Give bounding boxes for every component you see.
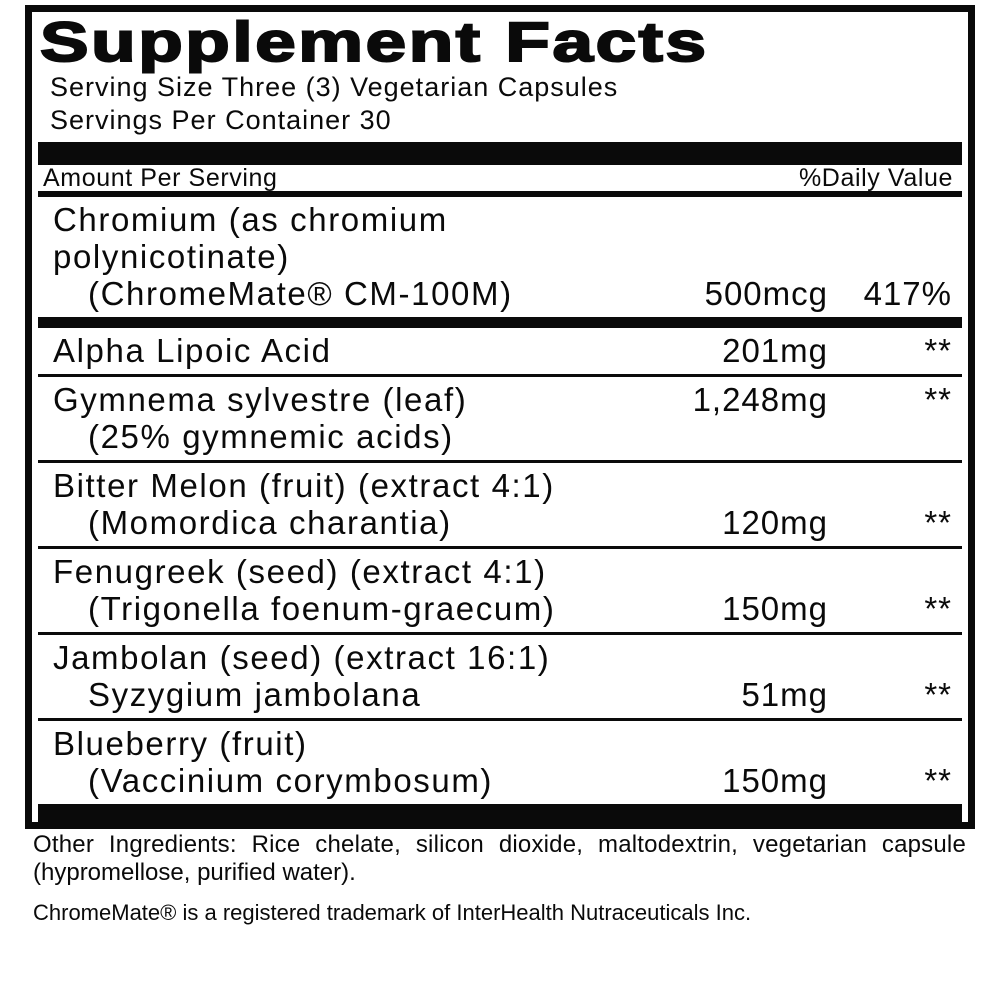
ingredient-amount: 120mg [722,504,828,541]
ingredient-amount: 51mg [741,676,828,713]
ingredient-daily-value: ** [924,332,952,369]
daily-value-header: %Daily Value [798,163,953,192]
ingredient-name: Alpha Lipoic Acid [53,332,332,369]
header-divider-bar [38,142,962,165]
ingredient-row-chromium [41,197,959,317]
ingredient-row-jambolan [41,635,959,718]
ingredient-daily-value: 417% [863,275,952,312]
ingredient-name: Jambolan (seed) (extract 16:1) Syzygium jambolana [53,639,551,713]
ingredient-name: Blueberry (fruit) (Vaccinium corymbosum) [53,725,493,799]
servings-per-container-line: Servings Per Container 30 [50,105,392,135]
footer-divider-bar [38,804,962,827]
other-ingredients-line1: Other Ingredients: Rice chelate, silicon dioxide, maltodextrin, vegetarian capsule [33,831,966,858]
trademark-note: ChromeMate® is a registered trademark of InterHealth Nutraceuticals Inc. [33,900,752,925]
ingredient-amount: 500mcg [704,275,828,312]
ingredient-daily-value: ** [924,381,952,418]
ingredient-amount: 1,248mg [692,381,828,418]
ingredient-row-bitter-melon [41,463,959,546]
daily-value-footnote [41,827,959,829]
supplement-facts-panel [25,5,975,829]
ingredient-daily-value: ** [924,762,952,799]
other-ingredients-line2: (hypromellose, purified water). [33,859,356,886]
ingredient-row-fenugreek [41,549,959,632]
ingredient-name: Gymnema sylvestre (leaf) (25% gymnemic acids) [53,381,468,455]
ingredient-amount: 150mg [722,590,828,627]
ingredient-daily-value: ** [924,590,952,627]
serving-size-line: Serving Size Three (3) Vegetarian Capsules [50,72,619,102]
ingredient-name: Chromium (as chromium polynicotinate) (ChromeMate® CM-100M) [53,201,513,312]
ingredient-row-gymnema [41,377,959,460]
column-header-row [41,165,959,191]
ingredient-row-blueberry [41,721,959,804]
amount-per-serving-header: Amount Per Serving [43,163,278,192]
section-divider-bar [38,317,962,328]
ingredient-name: Fenugreek (seed) (extract 4:1) (Trigonella foenum-graecum) [53,553,556,627]
ingredient-row-alpha-lipoic-acid [41,328,959,374]
ingredient-amount: 201mg [722,332,828,369]
ingredient-name: Bitter Melon (fruit) (extract 4:1) (Momordica charantia) [53,467,555,541]
ingredient-amount: 150mg [722,762,828,799]
ingredient-daily-value: ** [924,676,952,713]
below-panel-text [33,831,966,926]
panel-title: Supplement Facts [40,10,709,73]
ingredient-daily-value: ** [924,504,952,541]
